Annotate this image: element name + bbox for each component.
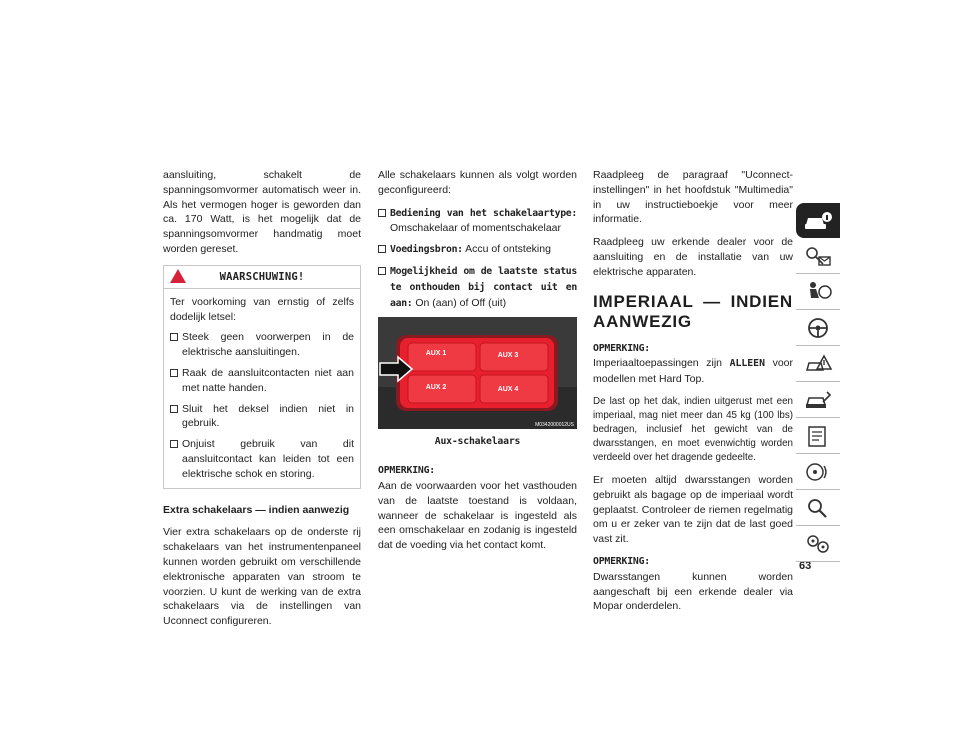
tab-car-info[interactable]	[796, 203, 840, 238]
config-item	[378, 242, 577, 258]
multimedia-icon	[803, 460, 833, 484]
body-paragraph: Vier extra schakelaars op de onderste rij schakelaars van het instrumentenpaneel kunnen worden gebruikt om verschillende elektronische apparaten van stroom te voorzien. U kunt de werking van de extra schakelaars via de instellingen van Uconnect configureren.	[163, 526, 361, 628]
note-text	[593, 356, 793, 387]
seat-airbag-icon	[803, 280, 833, 304]
note-text: Dwarsstangen kunnen worden aangeschaft bij een erkende dealer via Mopar onderdelen.	[593, 570, 793, 613]
warning-box	[163, 265, 361, 489]
aux-1-label: AUX 1	[425, 350, 447, 358]
tab-keys[interactable]	[796, 238, 840, 274]
intro-paragraph: aansluiting, schakelt de spanningsomvormer automatisch weer in. Als het vermogen hoger is geworden dan ca. 170 Watt, is het mogelijk dat de spanningsomvormer handmatig moet worden gereset.	[163, 169, 361, 255]
section-heading: Extra schakelaars — indien aanwezig	[163, 503, 350, 516]
config-item	[378, 206, 577, 237]
tab-specifications[interactable]	[796, 418, 840, 454]
tab-emergency[interactable]	[796, 346, 840, 382]
warning-header	[164, 266, 360, 289]
config-item-text: Accu of ontsteking	[462, 243, 551, 256]
column-2	[378, 168, 577, 561]
aux-4-label: AUX 4	[497, 386, 519, 394]
dealer-paragraph: Raadpleeg uw erkende dealer voor de aansluiting en de installatie van uw elektrische apparaten.	[593, 236, 793, 278]
aux-switches-figure	[378, 317, 577, 429]
tab-index[interactable]	[796, 490, 840, 526]
page-number: 63	[799, 560, 812, 572]
note-text-pre: Imperiaaltoepassingen zijn	[593, 357, 730, 370]
config-item-label: Voedingsbron:	[390, 244, 463, 256]
warning-item: Onjuist gebruik van dit aansluitcontact kan leiden tot een elektrische schok en storing.	[170, 437, 354, 481]
reference-paragraph: Raadpleeg de paragraaf "Uconnect-instellingen" in het hoofdstuk "Multimedia" in uw instructieboekje voor meer informatie.	[593, 169, 793, 226]
warning-body	[164, 289, 360, 482]
note-label: OPMERKING:	[593, 342, 650, 354]
tab-multimedia[interactable]	[796, 454, 840, 490]
warning-lead: Ter voorkoming van ernstig of zelfs dodelijk letsel:	[170, 295, 354, 323]
config-item-label: Bediening van het schakelaartype:	[390, 207, 577, 219]
aux-2-label: AUX 2	[425, 384, 447, 392]
load-paragraph: De last op het dak, indien uitgerust met een imperiaal, mag niet meer dan 45 kg (100 lbs) bedragen, inclusief het gewicht van de dwarsstangen, en moet evenwichtig worden verdeeld over het dragende gedeelte.	[593, 395, 793, 463]
keys-mail-icon	[803, 244, 833, 268]
intro-paragraph: Alle schakelaars kunnen als volgt worden geconfigureerd:	[378, 169, 577, 196]
section-heading: IMPERIAAL — INDIEN AANWEZIG	[593, 291, 793, 331]
figure-caption: Aux-schakelaars	[434, 436, 521, 448]
language-settings-icon	[803, 532, 833, 556]
note-label: OPMERKING:	[593, 555, 650, 567]
tab-safety[interactable]	[796, 274, 840, 310]
column-1	[163, 168, 361, 637]
search-index-icon	[803, 496, 833, 520]
tab-language[interactable]	[796, 526, 840, 562]
steering-wheel-icon	[803, 316, 833, 340]
car-warning-icon	[803, 352, 833, 376]
tab-driving[interactable]	[796, 310, 840, 346]
aux-switches-illustration	[378, 317, 577, 429]
car-repair-icon	[803, 388, 833, 412]
warning-item: Raak de aansluitcontacten niet aan met natte handen.	[170, 366, 354, 396]
crossbar-paragraph: Er moeten altijd dwarsstangen worden gebruikt als bagage op de imperiaal wordt geplaatst. Controleer de riemen regelmatig om u er zeker van te zijn dat de last goed vast zit.	[593, 473, 793, 546]
warning-item: Sluit het deksel indien niet in gebruik.	[170, 402, 354, 432]
config-item-text: Omschakelaar of momentschakelaar	[390, 222, 561, 235]
figure-code: M0342000012US	[535, 422, 574, 429]
note-text-post: voor modellen met Hard Top.	[593, 357, 793, 386]
config-item-text: On (aan) of Off (uit)	[412, 296, 507, 309]
column-3	[593, 168, 793, 622]
maintenance-list-icon	[803, 424, 833, 448]
tab-service[interactable]	[796, 382, 840, 418]
chapter-tabs	[796, 203, 844, 562]
warning-triangle-icon	[170, 269, 186, 283]
warning-title: WAARSCHUWING!	[219, 270, 305, 283]
note-text: Aan de voorwaarden voor het vasthouden van de laatste toestand is voldaan, wanneer de schakelaar is ingesteld als een omschakelaar en zodanig is ingesteld dat de voeding via het contact komt.	[378, 479, 577, 552]
note-text-bold: ALLEEN	[729, 358, 765, 370]
config-item-label: Mogelijkheid om de laatste status te onthouden bij contact uit en aan:	[390, 265, 577, 309]
config-item	[378, 264, 577, 311]
note-label: OPMERKING:	[378, 465, 435, 477]
car-info-icon	[803, 209, 833, 233]
warning-item: Steek geen voorwerpen in de elektrische aansluitingen.	[170, 330, 354, 360]
aux-3-label: AUX 3	[497, 352, 519, 360]
